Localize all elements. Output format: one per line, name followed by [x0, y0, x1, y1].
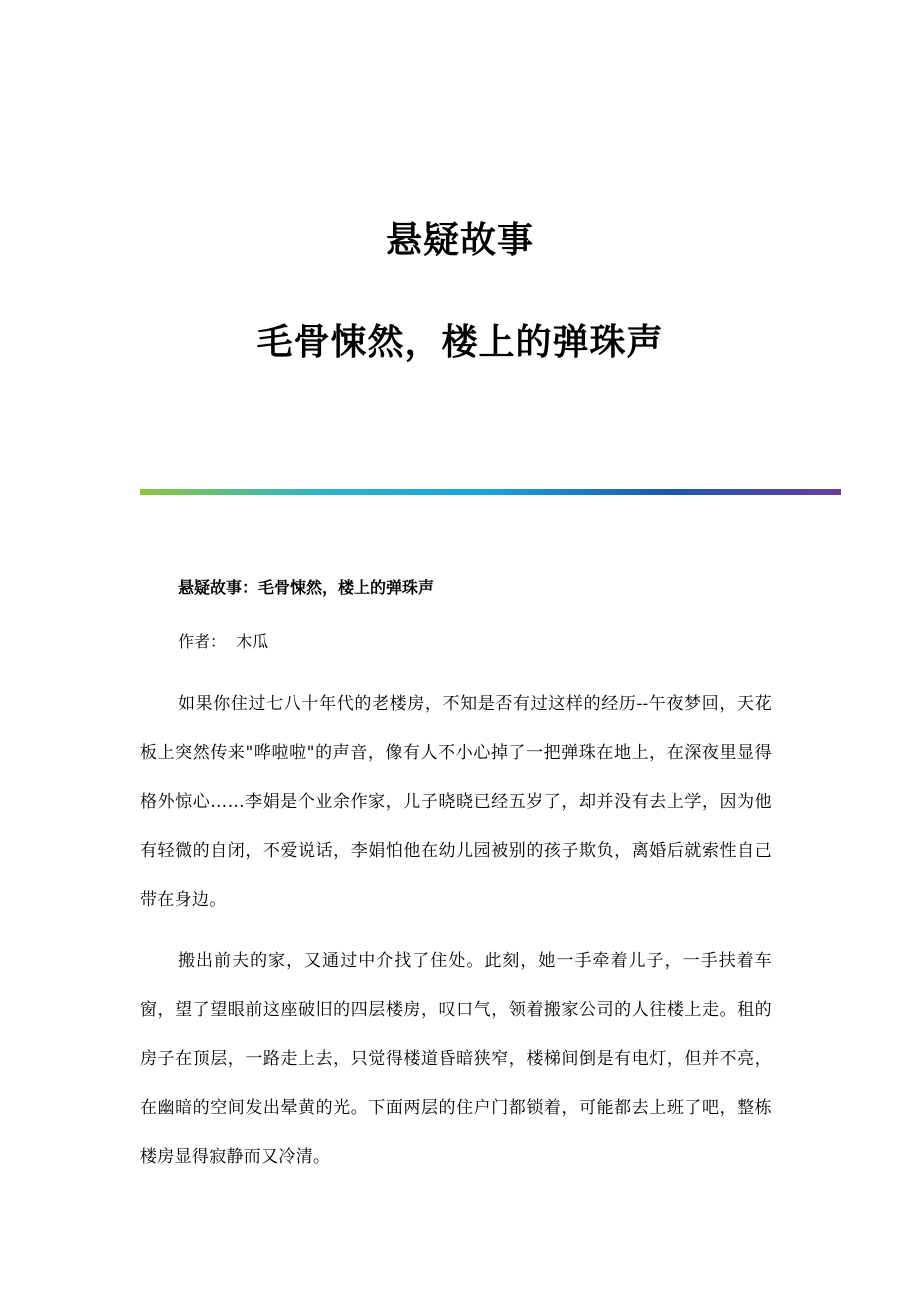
author-name: 木瓜	[236, 632, 269, 651]
byline	[178, 626, 772, 658]
article-heading: 悬疑故事：毛骨悚然，楼上的弹珠声	[178, 578, 435, 597]
byline-label: 作者：	[178, 632, 227, 651]
paragraph: 如果你住过七八十年代的老楼房，不知是否有过这样的经历--午夜梦回，天花板上突然传来"哗啦啦"的声音，像有人不小心掉了一把弹珠在地上，在深夜里显得格外惊心……李娟是个业余作家，儿子晓晓已经五岁了，却并没有去上学，因为他有轻微的自闭，不爱说话，李娟怕他在幼儿园被别的孩子欺负，离婚后就索性自己带在身边。	[140, 694, 772, 910]
document-subtitle: 毛骨悚然，楼上的弹珠声	[256, 321, 664, 363]
gradient-divider	[140, 489, 841, 495]
document-title: 悬疑故事	[385, 219, 534, 261]
article-body	[140, 572, 772, 1182]
paragraph: 搬出前夫的家，又通过中介找了住处。此刻，她一手牵着儿子，一手扶着车窗，望了望眼前这座破旧的四层楼房，叹口气，领着搬家公司的人往楼上走。租的房子在顶层，一路走上去，只觉得楼道昏暗狭窄，楼梯间倒是有电灯，但并不亮，在幽暗的空间发出晕黄的光。下面两层的住户门都锁着，可能都去上班了吧，整栋楼房显得寂静而又冷清。	[140, 951, 772, 1167]
